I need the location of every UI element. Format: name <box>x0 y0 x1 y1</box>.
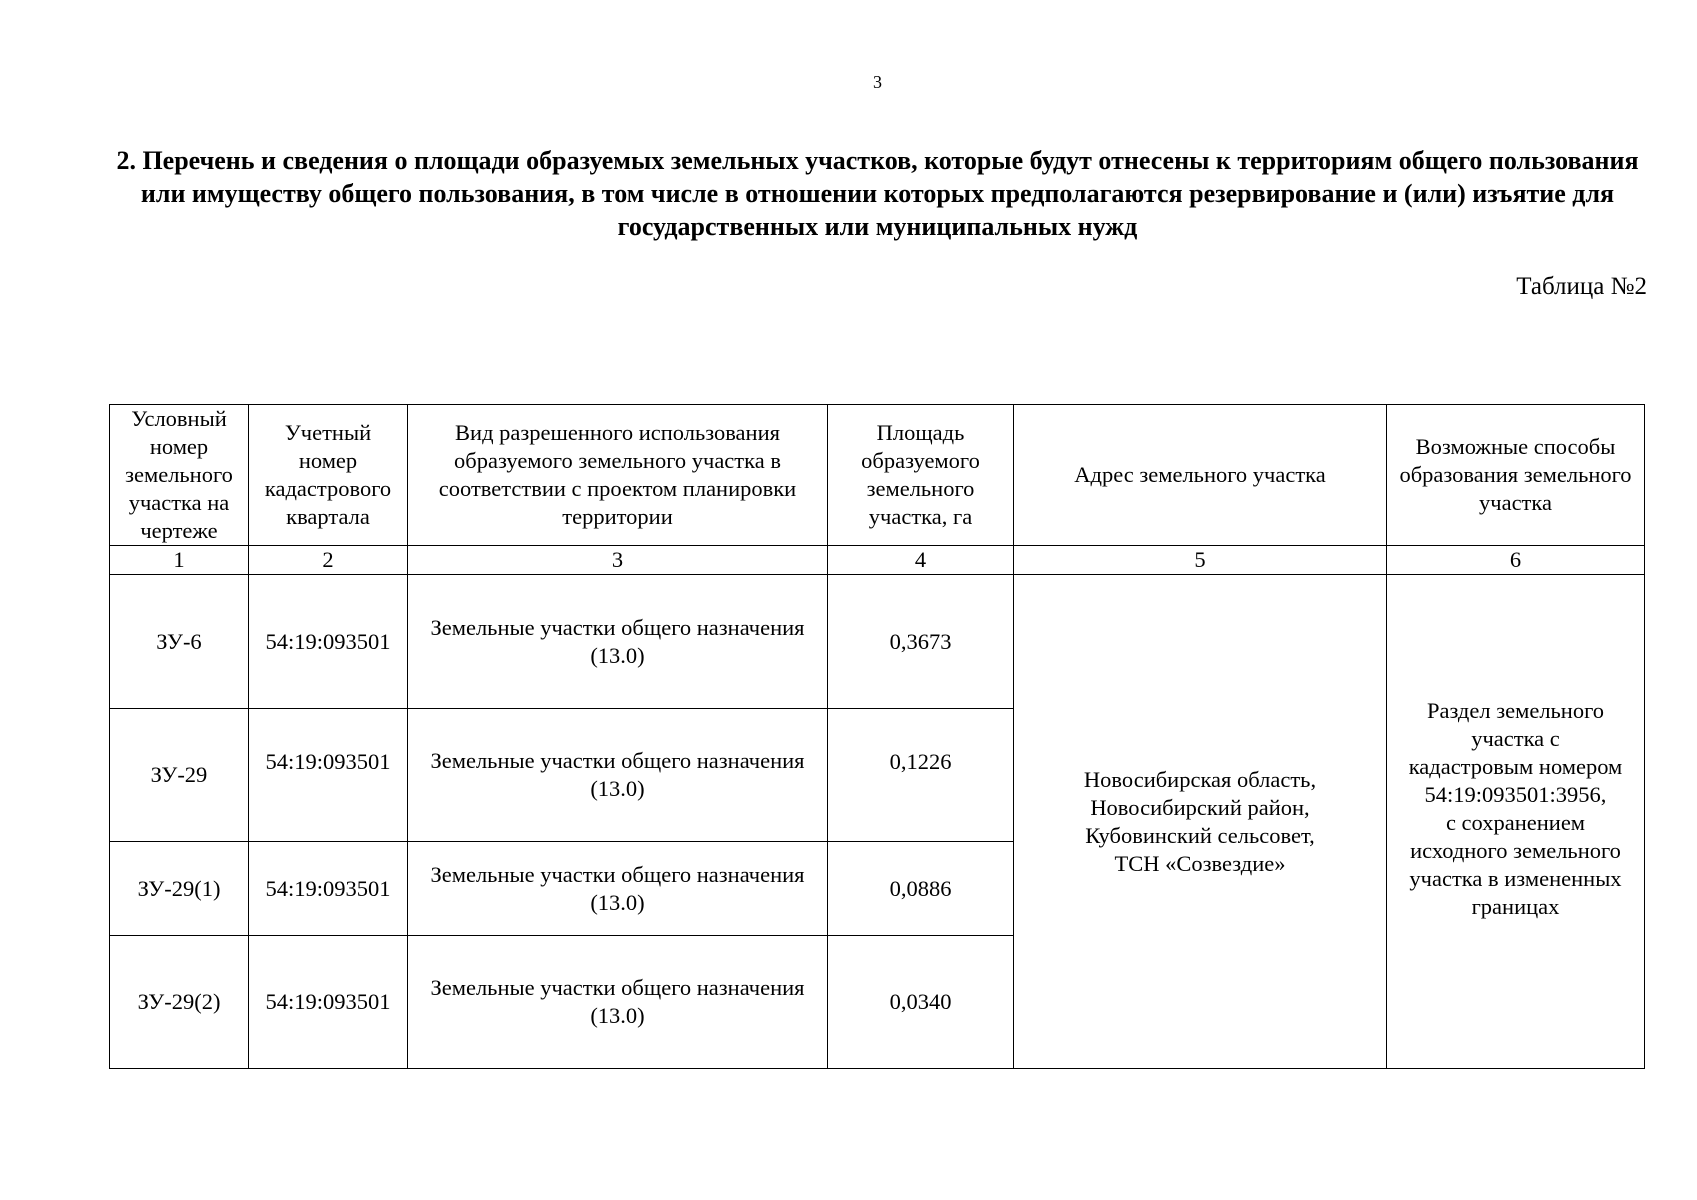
cadastral-quarter-text: 54:19:093501 <box>265 749 391 774</box>
page-number: 3 <box>873 72 882 92</box>
area-cell: 0,0340 <box>828 936 1014 1069</box>
header-plot-number: Условный номер земельного участка на чертеже <box>110 405 249 546</box>
land-plots-table <box>109 404 1645 1069</box>
formation-method-cell <box>1387 575 1645 1069</box>
table-row <box>110 575 1645 709</box>
cadastral-quarter-cell: 54:19:093501 <box>249 936 408 1069</box>
address-cell: Новосибирская область, Новосибирский район, Кубовинский сельсовет, ТСН «Созвездие» <box>1014 575 1387 1069</box>
area-cell: 0,0886 <box>828 842 1014 936</box>
header-area: Площадь образуемого земельного участка, га <box>828 405 1014 546</box>
column-number: 4 <box>828 546 1014 575</box>
header-cadastral-quarter: Учетный номер кадастрового квартала <box>249 405 408 546</box>
permitted-use-cell: Земельные участки общего назначения (13.0) <box>408 936 828 1069</box>
header-address: Адрес земельного участка <box>1014 405 1387 546</box>
column-number: 5 <box>1014 546 1387 575</box>
section-heading: 2. Перечень и сведения о площади образуемых земельных участков, которые будут отнесены к территориям общего пользования или имуществу общего пользования, в том числе в отношении которых предполагаются резервирование и (или) изъятие для государственных или муниципальных нужд <box>116 146 1639 241</box>
column-number: 1 <box>110 546 249 575</box>
column-number: 6 <box>1387 546 1645 575</box>
permitted-use-cell: Земельные участки общего назначения (13.0) <box>408 575 828 709</box>
area-cell: 0,3673 <box>828 575 1014 709</box>
cadastral-quarter-cell: 54:19:093501 <box>249 842 408 936</box>
plot-number-cell: ЗУ-29(1) <box>110 842 249 936</box>
table-caption: Таблица №2 <box>1516 273 1647 300</box>
formation-method-text: Раздел земельного участка с кадастровым номером 54:19:093501:3956, с сохранением исходного земельного участка в измененных границах <box>1408 697 1623 919</box>
cadastral-quarter-cell: 54:19:093501 <box>249 575 408 709</box>
plot-number-cell: ЗУ-6 <box>110 575 249 709</box>
plot-number-cell: ЗУ-29(2) <box>110 936 249 1069</box>
table-header-row <box>110 405 1645 546</box>
column-number: 3 <box>408 546 828 575</box>
plot-number-cell: ЗУ-29 <box>110 709 249 842</box>
header-permitted-use: Вид разрешенного использования образуемого земельного участка в соответствии с проектом планировки территории <box>408 405 828 546</box>
permitted-use-cell: Земельные участки общего назначения (13.0) <box>408 709 828 842</box>
header-formation-method: Возможные способы образования земельного участка <box>1387 405 1645 546</box>
permitted-use-cell: Земельные участки общего назначения (13.0) <box>408 842 828 936</box>
column-number-row <box>110 546 1645 575</box>
column-number: 2 <box>249 546 408 575</box>
area-cell <box>828 709 1014 842</box>
cadastral-quarter-cell <box>249 709 408 842</box>
area-text: 0,1226 <box>889 749 952 774</box>
